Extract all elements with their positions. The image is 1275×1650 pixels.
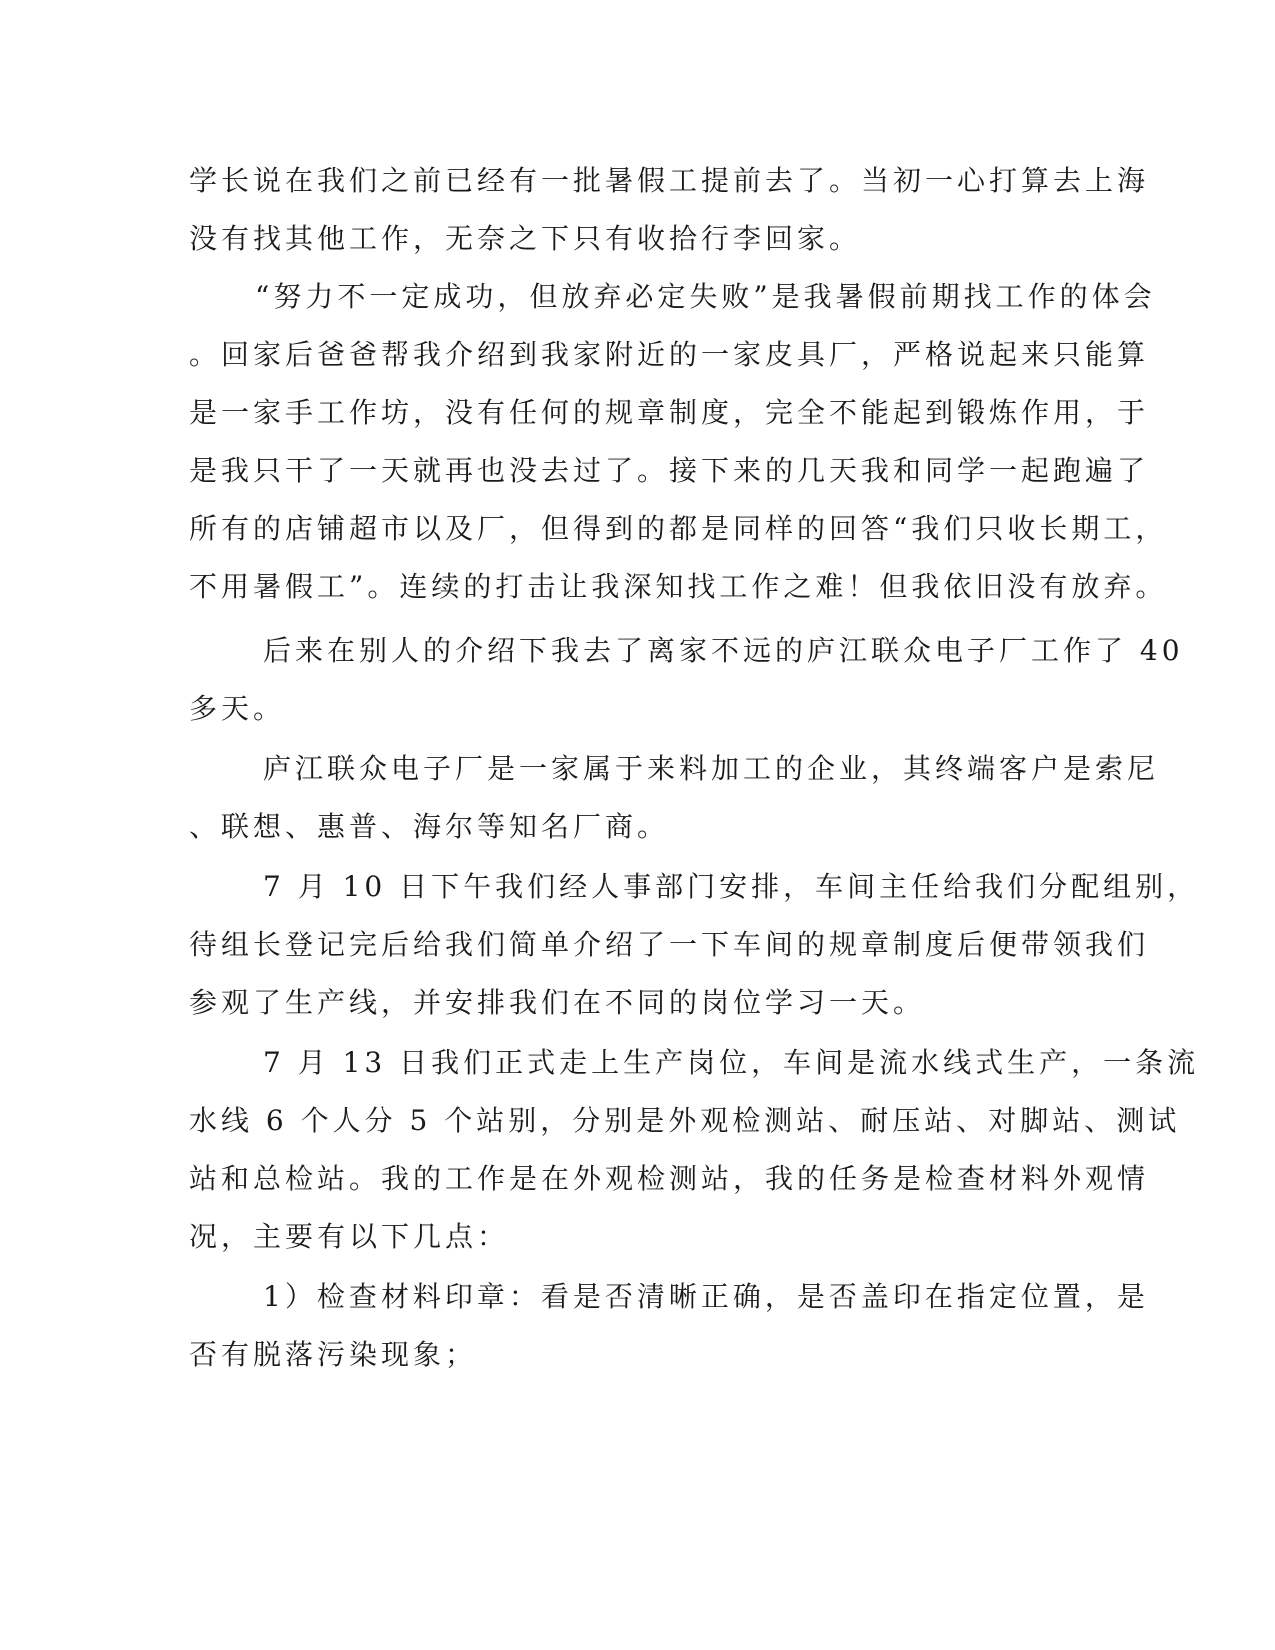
text-line: 学长说在我们之前已经有一批暑假工提前去了。当初一心打算去上海 [189,164,1150,197]
text-line: 7 月 10 日下午我们经人事部门安排，车间主任给我们分配组别， [263,870,1200,903]
text-line: 1）检查材料印章：看是否清晰正确，是否盖印在指定位置，是 [263,1280,1149,1313]
text-line: 7 月 13 日我们正式走上生产岗位，车间是流水线式生产，一条流 [263,1046,1200,1079]
text-line: “努力不一定成功，但放弃必定失败”是我暑假前期找工作的体会 [255,280,1156,313]
text-line: 水线 6 个人分 5 个站别，分别是外观检测站、耐压站、对脚站、测试 [189,1104,1181,1137]
text-line: 是一家手工作坊，没有任何的规章制度，完全不能起到锻炼作用，于 [189,396,1150,429]
text-line: 没有找其他工作，无奈之下只有收拾行李回家。 [189,222,862,255]
text-line: 参观了生产线，并安排我们在不同的岗位学习一天。 [189,986,926,1019]
text-line: 况，主要有以下几点： [189,1220,510,1253]
text-line: 否有脱落污染现象； [189,1338,478,1371]
text-line: 多天。 [189,692,286,725]
text-line: 后来在别人的介绍下我去了离家不远的庐江联众电子厂工作了 40 [263,634,1184,667]
text-line: 庐江联众电子厂是一家属于来料加工的企业，其终端客户是索尼 [263,752,1160,785]
text-line: 是我只干了一天就再也没去过了。接下来的几天我和同学一起跑遍了 [189,454,1150,487]
text-line: 。回家后爸爸帮我介绍到我家附近的一家皮具厂，严格说起来只能算 [189,338,1150,371]
text-line: 站和总检站。我的工作是在外观检测站，我的任务是检查材料外观情 [189,1162,1150,1195]
text-line: 待组长登记完后给我们简单介绍了一下车间的规章制度后便带领我们 [189,928,1150,961]
text-line: 不用暑假工”。连续的打击让我深知找工作之难！但我依旧没有放弃。 [189,570,1168,603]
text-line: 、联想、惠普、海尔等知名厂商。 [189,810,670,843]
text-line: 所有的店铺超市以及厂，但得到的都是同样的回答“我们只收长期工， [189,512,1168,545]
